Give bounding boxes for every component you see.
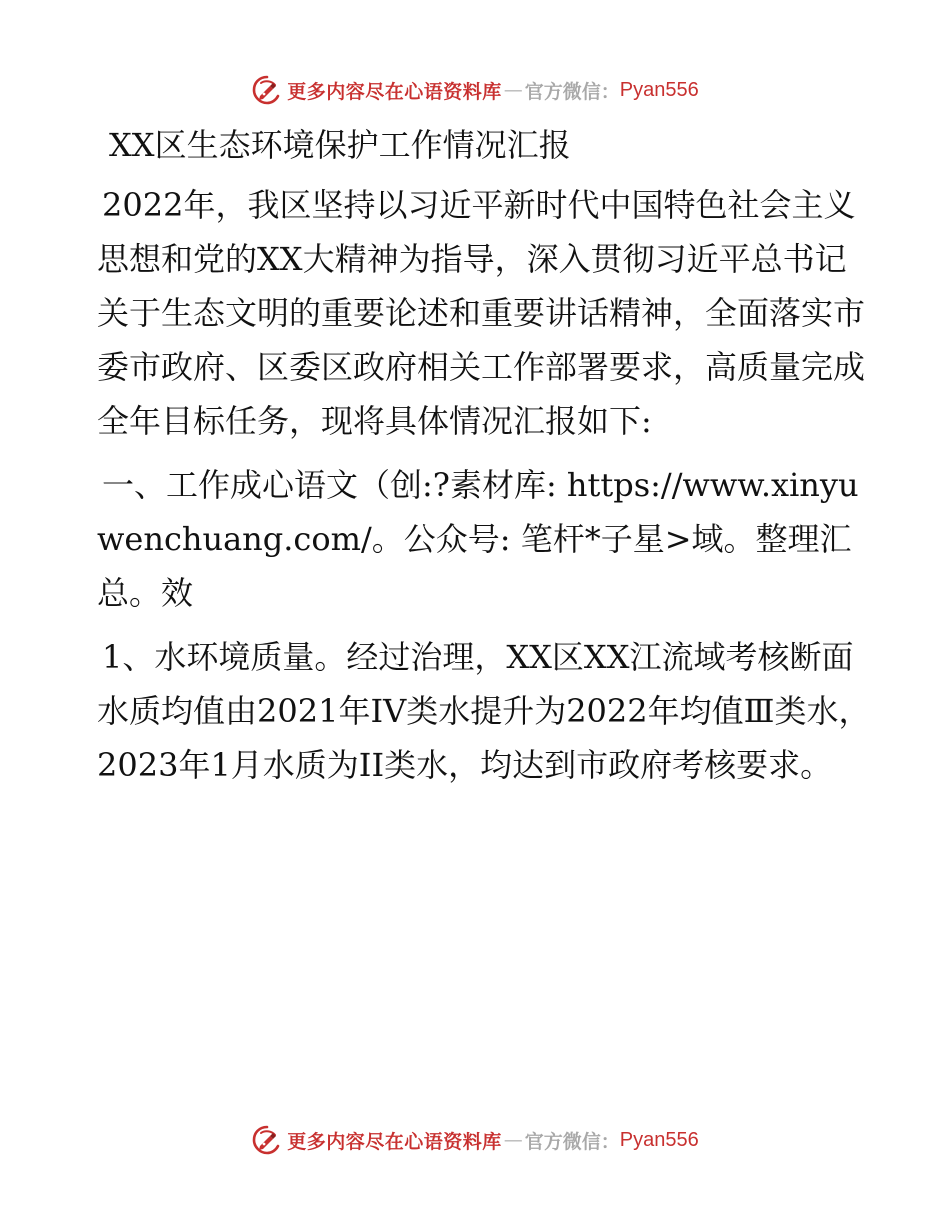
banner-wechat-account: Pyan556: [619, 78, 699, 101]
banner-wechat-account: Pyan556: [619, 1128, 699, 1151]
item-paragraph-1: 1、水环境质量。经过治理，XX区XX江流域考核断面水质均值由2021年IV类水提升为2022年均值Ⅲ类水，2023年1月水质为II类水，均达到市政府考核要求。: [97, 638, 871, 784]
section-heading-1: 一、工作成心语文（创:?素材库: https://www.xinyuwenchuang.com/。公众号: 笔杆*子星>域。整理汇总。效: [97, 466, 859, 612]
pen-nib-swirl-icon: [251, 74, 283, 106]
banner-wechat-label: 官方微信：: [524, 80, 620, 103]
banner-dash: —: [503, 1129, 523, 1151]
intro-paragraph: 2022年，我区坚持以习近平新时代中国特色社会主义思想和党的XX大精神为指导，深入贯彻习近平总书记关于生态文明的重要论述和重要讲话精神，全面落实市委市政府、区委区政府相关工作部署要求，高质量完成全年目标任务，现将具体情况汇报如下:: [97, 186, 866, 440]
banner-main-text: 更多内容尽在心语资料库: [287, 1130, 502, 1153]
pen-nib-swirl-icon: [251, 1124, 283, 1156]
document-title: XX区生态环境保护工作情况汇报: [109, 126, 571, 164]
banner-main-text: 更多内容尽在心语资料库: [287, 80, 502, 103]
banner-wechat-label: 官方微信：: [524, 1130, 620, 1153]
banner-dash: —: [503, 79, 523, 101]
footer-watermark-banner: [0, 1120, 950, 1160]
header-watermark-banner: [0, 70, 950, 110]
document-body: [97, 118, 872, 802]
